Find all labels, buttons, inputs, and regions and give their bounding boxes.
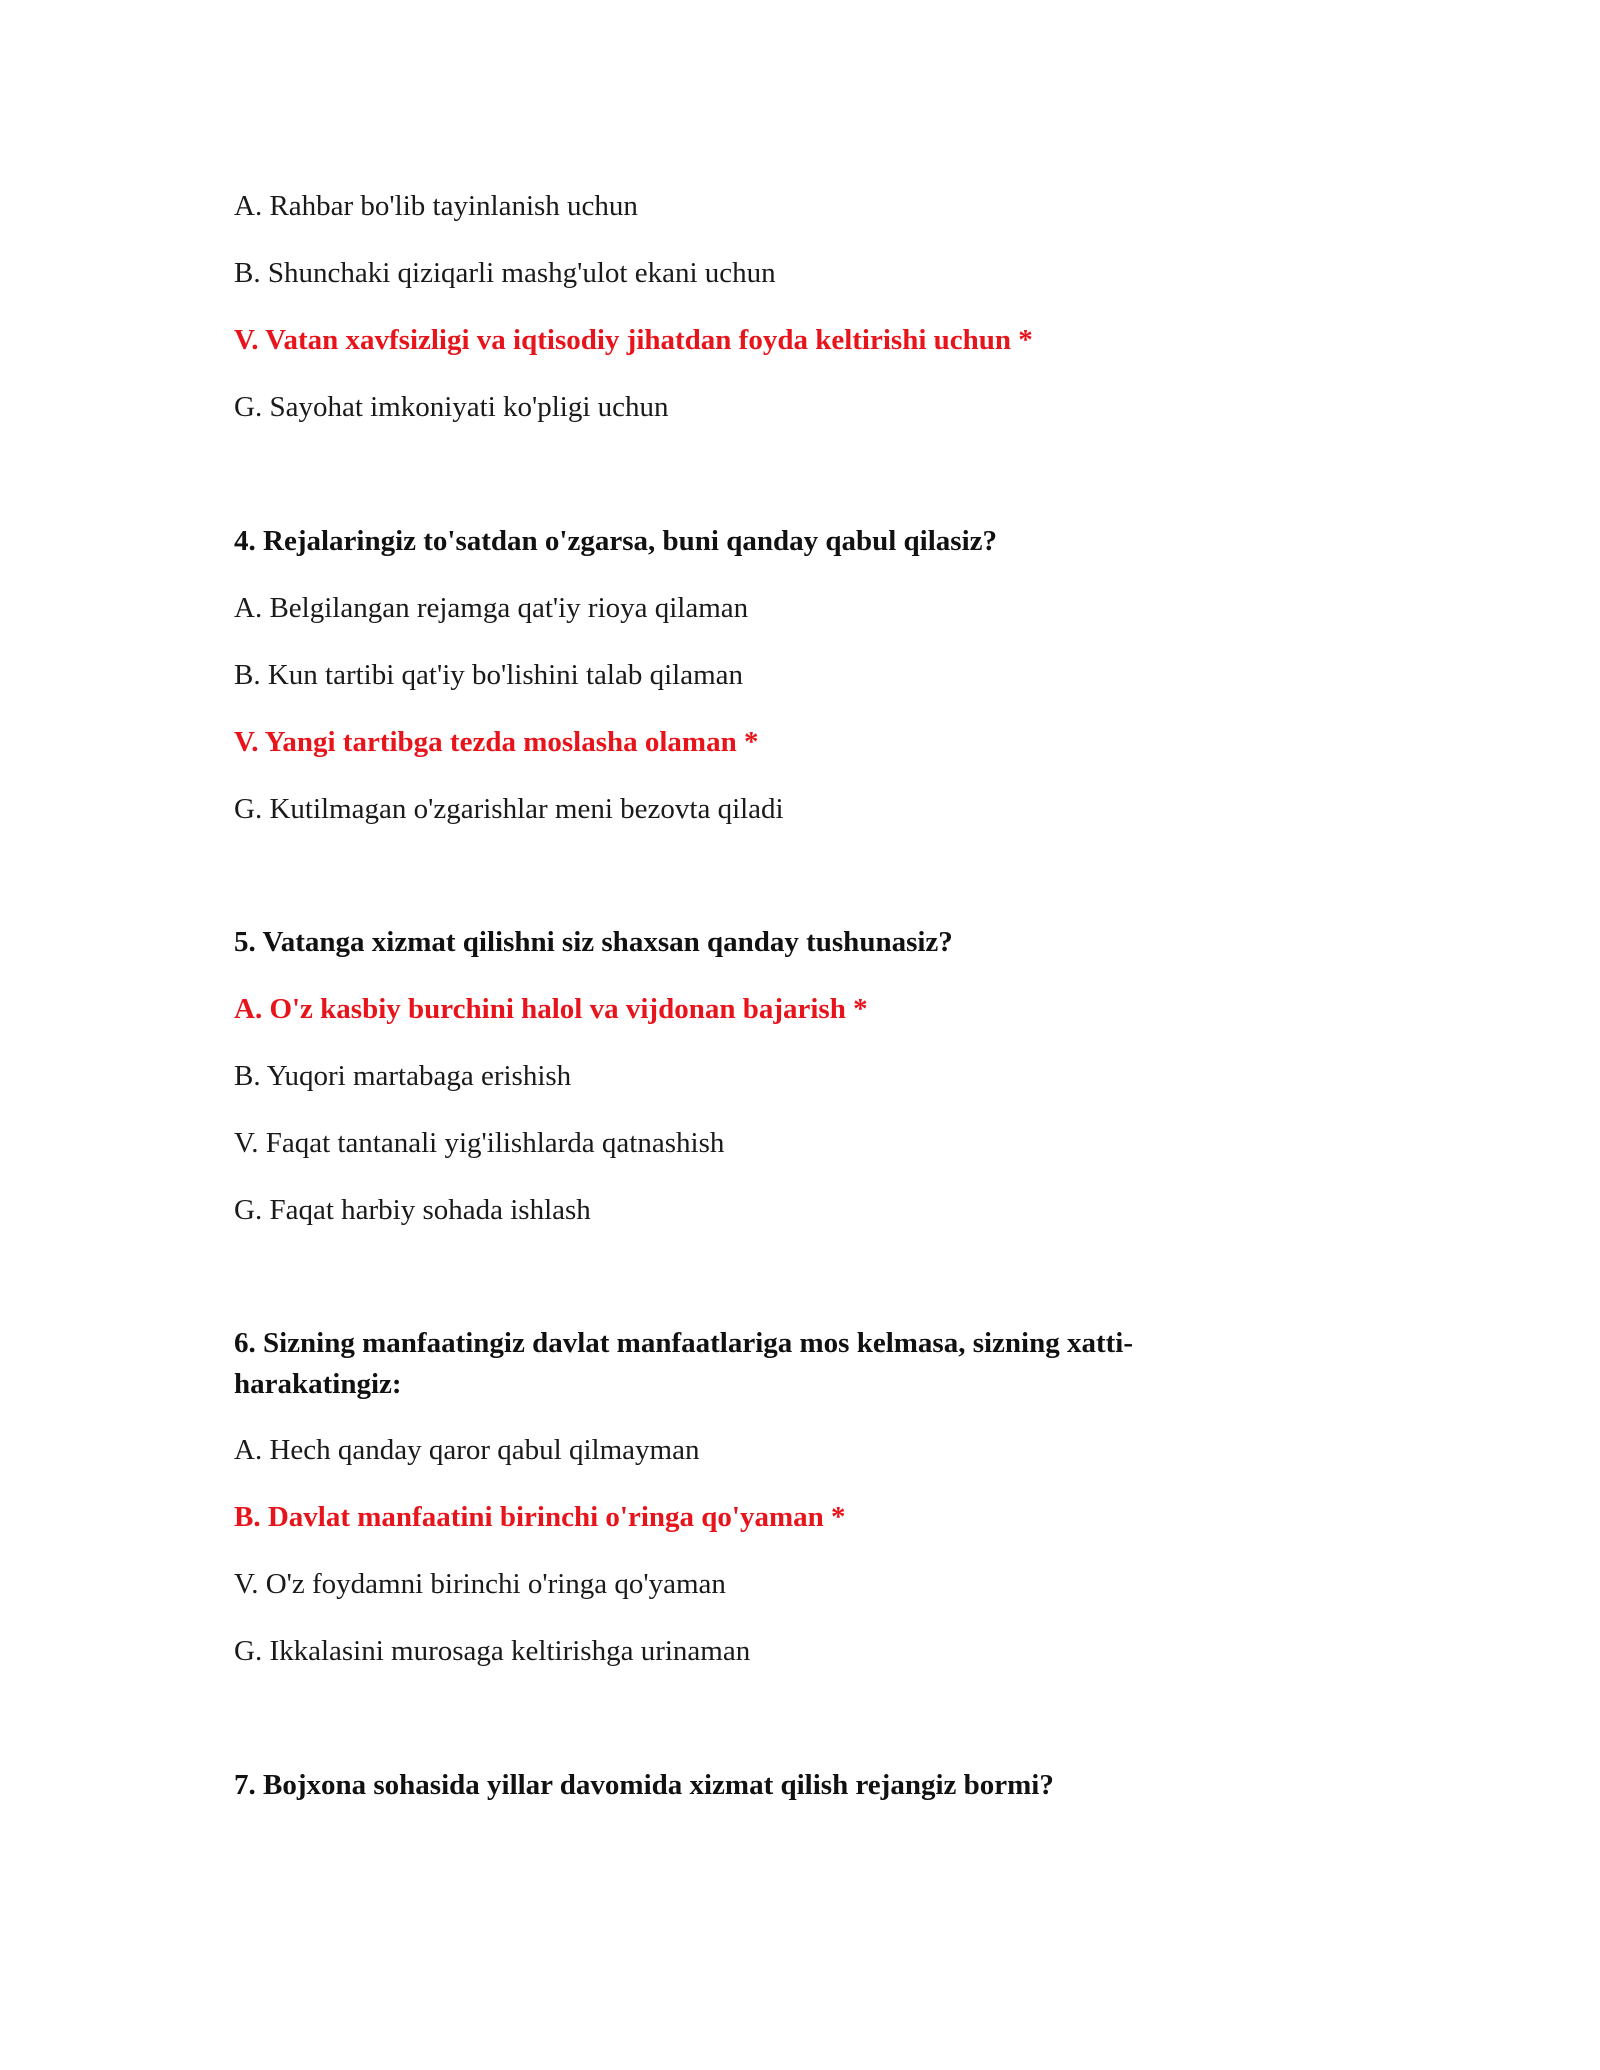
q4-option-a: A. Belgilangan rejamga qat'iy rioya qilaman — [234, 592, 749, 624]
q6-option-b-correct: B. Davlat manfaatini birinchi o'ringa qo'yaman * — [234, 1501, 846, 1533]
q4-option-v-correct: V. Yangi tartibga tezda moslasha olaman * — [234, 726, 759, 758]
q6-option-v: V. O'z foydamni birinchi o'ringa qo'yaman — [234, 1568, 726, 1600]
q5-option-v: V. Faqat tantanali yig'ilishlarda qatnashish — [234, 1127, 725, 1159]
q5-option-b: B. Yuqori martabaga erishish — [234, 1060, 572, 1092]
q5-question: 5. Vatanga xizmat qilishni siz shaxsan qanday tushunasiz? — [234, 926, 953, 958]
q4-question: 4. Rejalaringiz to'satdan o'zgarsa, buni qanday qabul qilasiz? — [234, 525, 997, 557]
q7-question: 7. Bojxona sohasida yillar davomida xizmat qilish rejangiz bormi? — [234, 1769, 1054, 1801]
q5-option-g: G. Faqat harbiy sohada ishlash — [234, 1194, 591, 1226]
q3-option-g: G. Sayohat imkoniyati ko'pligi uchun — [234, 391, 669, 423]
q4-option-g: G. Kutilmagan o'zgarishlar meni bezovta qiladi — [234, 793, 784, 825]
q3-option-a: A. Rahbar bo'lib tayinlanish uchun — [234, 190, 638, 222]
q6-option-a: A. Hech qanday qaror qabul qilmayman — [234, 1434, 700, 1466]
q3-option-b: B. Shunchaki qiziqarli mashg'ulot ekani uchun — [234, 257, 776, 289]
q6-option-g: G. Ikkalasini murosaga keltirishga urinaman — [234, 1635, 751, 1667]
q3-option-v-correct: V. Vatan xavfsizligi va iqtisodiy jihatdan foyda keltirishi uchun * — [234, 324, 1033, 356]
q4-option-b: B. Kun tartibi qat'iy bo'lishini talab qilaman — [234, 659, 744, 691]
q6-question-line2: harakatingiz: — [234, 1368, 402, 1400]
q6-question-line1: 6. Sizning manfaatingiz davlat manfaatlariga mos kelmasa, sizning xatti- — [234, 1327, 1134, 1359]
q5-option-a-correct: A. O'z kasbiy burchini halol va vijdonan bajarish * — [234, 993, 868, 1025]
